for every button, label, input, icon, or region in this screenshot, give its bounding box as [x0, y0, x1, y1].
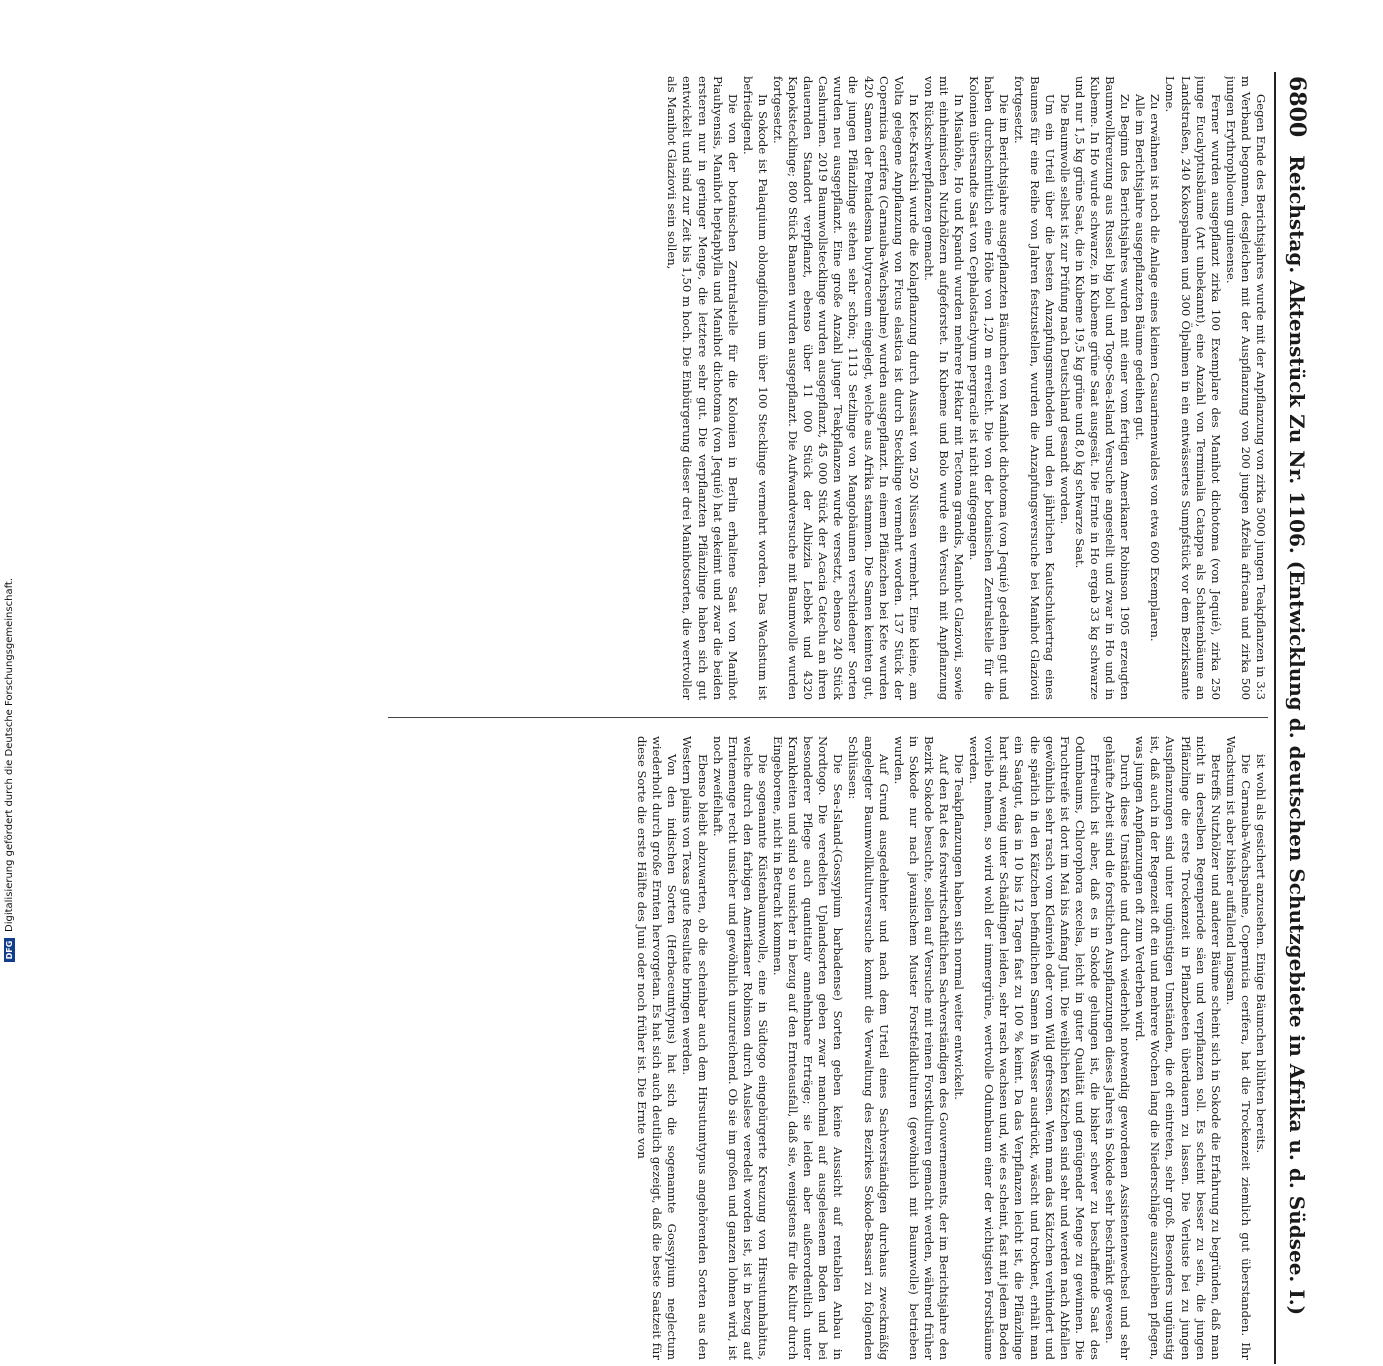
paragraph: Durch diese Umstände und durch wiederholt notwendig gewordenen Assistentenwechsel und sehr gehäufte Arbeit sind die forstlichen Auspflanzungen dieses Jahres in Sokode sehr beschränkt gewesen.: [1103, 736, 1133, 1360]
paragraph: In Sokode ist Palaquium oblongifolium um über 100 Stecklinge vermehrt worden. Das Wachstum ist befriedigend.: [740, 76, 770, 700]
paragraph: Die Carnauba-Wachspalme, Copernicia cerifera, hat die Trockenzeit ziemlich gut überstanden. Ihr Wachstum ist aber bisher auffallend langsam.: [1223, 736, 1253, 1360]
paragraph: Erfreulich ist aber, daß es in Sokode gelungen ist, die bisher schwer zu beschaffende Saat des Odumbaums, Chlorophora excelsa, leicht in guter Qualität und genügender Menge zu gewinnen. Die Fruchtreife ist dort im Mai bis Anfang Juni. Die weiblichen Kätzchen sind sehr und werden nach Abfallen gewöhnlich sehr rasch vom Kleinvieh oder vom Wild gefressen. Wenn man das Kätzchen verhindert und die spärlich in den Kätzchen befindlichen Samen in Wasser ausdrückt, wäscht und trocknet, erhält man ein Saatgut, das in 10 bis 12 Tagen fast zu 100 % keimt. Da das Verpflanzen leicht ist, die Pflänzlinge hart sind, wenig unter Schädlingen leiden, sehr rasch wachsen und, wie es scheint, fast mit jedem Boden vorlieb nehmen, so wird wohl der immergrüne, wertvolle Odumbaum einer der wichtigsten Forstbäume werden.: [967, 736, 1102, 1360]
paragraph: Die Teakpflanzungen haben sich normal weiter entwickelt.: [952, 754, 967, 1100]
digitization-footer: [4, 578, 15, 962]
dfg-logo: DFG: [4, 938, 15, 962]
paragraph: Die Baumwolle selbst ist zur Prüfung nach Deutschland gesandt worden.: [1057, 94, 1072, 525]
header-rule: [1274, 72, 1276, 1364]
paragraph: ist wohl als gesichert anzusehen. Einige Bäumchen blühten bereits.: [1254, 754, 1268, 1154]
paragraph: In Kete-Kratschi wurde die Kolapflanzung durch Aussaat von 250 Nüssen vermehrt. Eine kleine, am Volta gelegene Anpflanzung von Ficus elastica ist durch Stecklinge vermehrt worden. 137 Stück der Copernicia cerifera (Carnauba-Wachspalme) wurden ausgepflanzt. In einem Pflänzchen bei Kete wurden 420 Samen der Pentadesma butyraceum eingelegt, welche aus Afrika stammen. Die Samen keimten gut, die jungen Pflänzlinge stehen sehr schön; 1113 Setzlinge von Mangobäumen verschiedener Sorten wurden neu ausgepflanzt. Eine große Anzahl junger Teakpflanzen wurde versetzt, ebenso 240 Stück Cashurinen. 2019 Baumwollstecklinge wurden ausgepflanzt, 45 000 Stück der Acacia Catechu an ihren dauernden Standort verpflanzt, ebenso über 11 000 Stück der Albizzia Lebbek und 4320 Kapokstecklinge; 800 Stück Bananen wurden ausgepflanzt. Die Aufwandversuche mit Baumwolle wurden fortgesetzt.: [771, 76, 921, 700]
paragraph: Betreffs Nutzhölzer und anderer Bäume scheint sich in Sokode die Erfahrung zu begründen, daß man nicht in derselben Regenperiode säen und verpflanzen soll. Es scheint besser zu sein, die jungen Pflänzlinge die erste Trockenzeit in Pflanzbeeten überdauern zu lassen. Die Verluste bei zu jungen Auspflanzungen sind unter ungünstigen Umständen, die oft eintreten, sehr groß. Besonders ungünstig ist, daß auch in der Regenzeit oft ein und mehrere Wochen lang die Niederschläge auszubleiben pflegen, was jungen Anpflanzungen oft zum Verderben wird.: [1133, 736, 1223, 1360]
paragraph: Die im Berichtsjahre ausgepflanzten Bäumchen von Manihot dichotoma (von Jequié) gedeihen gut und haben durchschnittlich eine Höhe von 1,20 m erreicht. Die von der botanischen Zentralstelle für die Kolonien übersandte Saat von Cephalostachyum pergracile ist nicht aufgegangen.: [967, 76, 1012, 700]
paragraph: Die von der botanischen Zentralstelle für die Kolonien in Berlin erhaltene Saat von Manihot Piauhyensis, Manihot heptaphylla und Manihot dichotoma (von Jequié) hat gekeimt und zwar die beiden ersteren nur in geringer Menge, die letztere sehr gut. Die verpflanzten Pflänzlinge haben sich gut entwickelt und sind zur Zeit bis 1,50 m hoch. Die Einbürgerung dieser drei Manihotsorten, die wertvoller als Manihot Glaziovii sein sollen,: [665, 76, 740, 700]
footer-text: Digitalisierung gefördert durch die Deutsche Forschungsgemeinschaft.: [4, 577, 15, 932]
paragraph: Gegen Ende des Berichtsjahres wurde mit der Anpflanzung von zirka 5000 jungen Teakpflanzen in 3:3 m Verband begonnen, desgleichen mit der Auspflanzung von 200 jungen Afzelia africana und zirka 500 jungen Erythrophloeum guineense.: [1223, 76, 1268, 700]
paragraph: Die Sea-Island-(Gossypium barbadense) Sorten geben keine Aussicht auf rentablen Anbau in Nordtogo. Die veredelten Uplandsorten geben zwar manchmal auf ausgelesenem Boden und bei besonderer Pflege auch quantitativ annehmbare Erträge; sie leiden aber außerordentlich unter Krankheiten und sind so unsicher in bezug auf den Ernteausfall, daß sie, wenigstens für die Kultur durch Eingeborene, nicht in Betracht kommen.: [771, 736, 846, 1360]
paragraph: Ebenso bleibt abzuwarten, ob die scheinbar auch dem Hirsutumtypus angehörenden Sorten aus den Western plains von Texas gute Resultate bringen werden.: [680, 736, 710, 1360]
paragraph: Um ein Urteil über die besten Anzapfungsmethoden und den jährlichen Kautschukertrag eines Baumes für eine Reihe von Jahren festzustellen, wurden die Anzapfungsversuche bei Manihot Glaziovii fortgesetzt.: [1012, 76, 1057, 700]
rotated-page: [12, 72, 1312, 1360]
paragraph: In Misahöhe, Ho und Kpandu wurden mehrere Hektar mit Tectona grandis, Manihot Glaziovii, sowie mit einheimischen Nutzhölzern aufgeforstet. In Kubeme und Bolo wurde ein Versuch mit Anpflanzung von Rückschwerpflanzen gemacht.: [921, 76, 967, 700]
paragraph: Zu erwähnen ist noch die Anlage eines kleinen Casuarinenwaldes von etwa 600 Exemplaren.: [1148, 94, 1163, 642]
page-number: 6800: [1284, 76, 1310, 138]
paragraph: Von den indischen Sorten (Herbaceumtypus) hat sich die sogenannte Gossypium neglectum wiederholt durch große Ernten hervorgetan. Es hat sich auch deutlich gezeigt, daß die beste Saatzeit für diese Sorte die erste Hälfte des Juni oder noch früher ist. Die Ernte von: [635, 736, 680, 1360]
paragraph: Ferner wurden ausgepflanzt zirka 100 Exemplare des Manihot dichotoma (von Jequié), zirka 250 junge Eucalyptusbäume (Art unbekannt), eine Anzahl von Terminalia Catappa als Schattenbäume an Landstraßen, 240 Kokospalmen und 300 Ölpalmen in ein entwässertes Sumpfstück vor dem Bezirksamte Lome.: [1163, 76, 1223, 700]
text-column-left: [388, 76, 1268, 700]
page-header: [1276, 76, 1310, 1366]
text-column-right: [388, 736, 1268, 1360]
paragraph: Zu Beginn des Berichtsjahres wurden mit einer vom fertigen Amerikaner Robinson 1905 erzeugten Baumwollkreuzung aus Russel big boll und Togo-Sea-Island Versuche angestellt und zwar in Ho und in Kubeme. In Ho wurde schwarze, in Kubeme grüne Saat ausgesät. Die Ernte in Ho ergab 33 kg schwarze und nur 1,5 kg grüne Saat, die in Kubeme 19,5 kg grüne und 8,0 kg schwarze Saat.: [1072, 76, 1133, 700]
paragraph: Auf Grund ausgedehnter und nach dem Urteil eines Sachverständigen durchaus zweckmäßig angelegter Baumwollkulturversuche kommt die Verwaltung des Bezirkes Sokode-Bassari zu folgenden Schlüssen:: [846, 736, 891, 1360]
paragraph: Alle im Berichtsjahre ausgepflanzten Bäume gedeihen gut.: [1133, 94, 1148, 441]
page-title: Reichstag. Aktenstück Zu Nr. 1106. (Entwicklung d. deutschen Schutzgebiete in Afrika u. d. Südsee. I.): [1285, 155, 1309, 1316]
paragraph: Die sogenannte Küstenbaumwolle, eine in Südtogo eingebürgerte Kreuzung von Hirsutumhabitus, welche durch den farbigen Amerikaner Robinson durch Auslese veredelt worden ist, ist in bezug auf Erntemenge recht unsicher und gewöhnlich unzureichend. Ob sie im großen und ganzen lohnen wird, ist noch zweifelhaft.: [710, 736, 770, 1360]
column-divider: [388, 717, 1268, 718]
paragraph: Auf den Rat des forstwirtschaftlichen Sachverständigen des Gouvernements, der im Berichtsjahre den Bezirk Sokode besuchte, sollen auf Versuche mit reinen Forstkulturen gemacht werden, während früher in Sokode nur nach javanischem Muster Forstfeldkulturen (gewöhnlich mit Baumwolle) betrieben wurden.: [891, 736, 952, 1360]
